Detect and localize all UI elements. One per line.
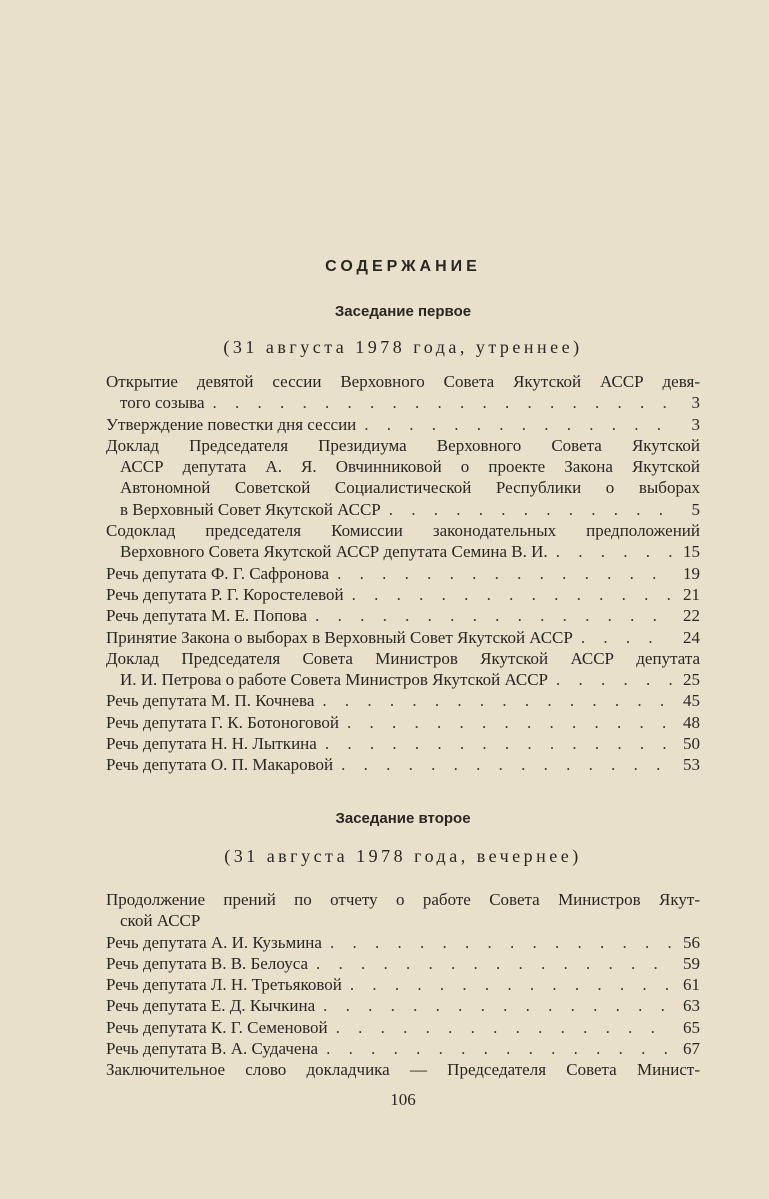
toc-entry-line	[106, 648, 700, 669]
toc-page-ref: 19	[683, 563, 700, 583]
dot-leader	[337, 563, 672, 584]
toc-entry-text: Речь депутата Ф. Г. Сафронова	[106, 563, 330, 583]
toc-entry	[106, 520, 700, 563]
section-heading: Заседание первое	[334, 303, 472, 320]
toc-entry	[106, 435, 700, 520]
toc-entry	[106, 371, 700, 414]
toc-entry-line	[106, 371, 700, 392]
toc-entry	[106, 605, 700, 626]
toc-entry-line	[106, 995, 700, 1016]
dot-leader	[350, 974, 672, 995]
dot-leader	[352, 584, 672, 605]
toc-entry-text: Речь депутата В. А. Судачена	[106, 1039, 319, 1059]
toc-entry-line	[106, 910, 700, 931]
toc-entry-line	[106, 932, 700, 953]
dot-leader	[556, 541, 672, 562]
section-date: (31 августа 1978 года, вечернее)	[224, 846, 582, 866]
toc-entry-line	[106, 456, 700, 477]
toc-entry-text: Речь депутата В. В. Белоуса	[106, 953, 308, 973]
toc-page-ref: 59	[683, 953, 700, 973]
toc-entry-line	[106, 520, 700, 541]
toc-list	[106, 889, 700, 1081]
toc-entry-text: Речь депутата Н. Н. Лыткина	[106, 734, 317, 754]
toc-entry-line	[106, 627, 700, 648]
toc-entry-line	[106, 563, 700, 584]
toc-entry	[106, 648, 700, 691]
toc-page-ref: 15	[683, 542, 700, 562]
toc-entry-text: в Верховный Совет Якутской АССР	[120, 499, 381, 519]
toc-entry-line	[106, 712, 700, 733]
toc-entry	[106, 733, 700, 754]
toc-entry	[106, 414, 700, 435]
toc-entry-line	[106, 690, 700, 711]
toc-entry-text: Речь депутата Г. К. Ботоноговой	[106, 712, 340, 732]
toc-page-ref: 5	[691, 499, 700, 519]
dot-leader	[325, 733, 672, 754]
toc-page-ref: 50	[683, 734, 700, 754]
toc-entry-line	[106, 953, 700, 974]
toc-entry-text: Речь депутата Л. Н. Третьяковой	[106, 975, 342, 995]
toc-entry-line	[106, 889, 700, 910]
toc-entry-text: Речь депутата Е. Д. Кычкина	[106, 996, 316, 1016]
toc-page-ref: 21	[683, 584, 700, 604]
toc-entry	[106, 584, 700, 605]
toc-entry-line	[106, 733, 700, 754]
dot-leader	[581, 627, 672, 648]
toc-entry-text: ской АССР	[120, 911, 201, 931]
toc-entry-line	[106, 541, 700, 562]
toc-entry-line	[106, 477, 700, 498]
dot-leader	[347, 712, 672, 733]
toc-page-ref: 22	[683, 606, 700, 626]
toc-entry-text: Речь депутата М. П. Кочнева	[106, 691, 315, 711]
toc-entry-line	[106, 414, 700, 435]
toc-entry-text: Принятие Закона о выборах в Верховный Совет Якутской АССР	[106, 627, 573, 647]
dot-leader	[389, 499, 672, 520]
toc-entry	[106, 995, 700, 1016]
toc-entry-text: Верховного Совета Якутской АССР депутата Семина В. И.	[120, 542, 548, 562]
toc-page-ref: 24	[683, 627, 700, 647]
dot-leader	[322, 690, 672, 711]
toc-entry-text: Утверждение повестки дня сессии	[106, 414, 357, 434]
toc-entry-text: Автономной Советской Социалистической Республики о выборах	[120, 478, 700, 498]
toc-entry	[106, 754, 700, 775]
toc-entry-text: Речь депутата Р. Г. Коростелевой	[106, 584, 344, 604]
toc-entry-line	[106, 499, 700, 520]
toc-page-ref: 65	[683, 1017, 700, 1037]
toc-entry	[106, 563, 700, 584]
toc-entry-text: Доклад Председателя Президиума Верховного Совета Якутской	[106, 435, 700, 455]
toc-entry-text: Речь депутата М. Е. Попова	[106, 606, 308, 626]
toc-entry	[106, 690, 700, 711]
toc-entry-text: Заключительное слово докладчика — Председателя Совета Минист-	[106, 1060, 700, 1080]
toc-entry-text: Содоклад председателя Комиссии законодательных предположений	[106, 521, 700, 541]
toc-page-ref: 53	[683, 755, 700, 775]
toc-entry	[106, 712, 700, 733]
toc-entry-text: АССР депутата А. Я. Овчинниковой о проекте Закона Якутской	[120, 457, 700, 477]
toc-entry-text: Речь депутата К. Г. Семеновой	[106, 1017, 328, 1037]
toc-page-ref: 45	[683, 691, 700, 711]
dot-leader	[213, 392, 672, 413]
toc-entry	[106, 953, 700, 974]
dot-leader	[315, 605, 672, 626]
dot-leader	[556, 669, 672, 690]
toc-page-ref: 3	[691, 393, 700, 413]
toc-entry-line	[106, 754, 700, 775]
toc-entry-text: Речь депутата О. П. Макаровой	[106, 755, 334, 775]
toc-entry	[106, 974, 700, 995]
toc-entry	[106, 1038, 700, 1059]
toc-entry-line	[106, 1038, 700, 1059]
toc-page-ref: 61	[683, 975, 700, 995]
toc-entry-line	[106, 605, 700, 626]
toc-entry-line	[106, 392, 700, 413]
toc-entry-line	[106, 1059, 700, 1080]
section-heading: Заседание второе	[335, 810, 471, 827]
toc-entry-line	[106, 435, 700, 456]
dot-leader	[326, 1038, 672, 1059]
toc-title: СОДЕРЖАНИЕ	[325, 258, 481, 275]
toc-entry-text: Речь депутата А. И. Кузьмина	[106, 932, 322, 952]
dot-leader	[341, 754, 672, 775]
dot-leader	[364, 414, 672, 435]
dot-leader	[336, 1017, 672, 1038]
toc-entry	[106, 932, 700, 953]
section-date: (31 августа 1978 года, утреннее)	[223, 337, 583, 357]
toc-page-ref: 25	[683, 670, 700, 690]
toc-entry-line	[106, 584, 700, 605]
toc-entry-line	[106, 1017, 700, 1038]
toc-page-ref: 67	[683, 1039, 700, 1059]
toc-page-ref: 63	[683, 996, 700, 1016]
toc-entry-line	[106, 974, 700, 995]
dot-leader	[316, 953, 672, 974]
toc-page-ref: 3	[691, 414, 700, 434]
dot-leader	[323, 995, 672, 1016]
page-number: 106	[390, 1090, 416, 1109]
toc-entry	[106, 1017, 700, 1038]
toc-entry-line	[106, 669, 700, 690]
toc-entry	[106, 889, 700, 932]
toc-list	[106, 371, 700, 776]
dot-leader	[330, 932, 672, 953]
toc-entry-text: того созыва	[120, 393, 205, 413]
toc-entry-text: И. И. Петрова о работе Совета Министров Якутской АССР	[120, 670, 549, 690]
toc-entry-text: Открытие девятой сессии Верховного Совета Якутской АССР девя-	[106, 372, 700, 391]
toc-entry	[106, 627, 700, 648]
toc-page-ref: 48	[683, 712, 700, 732]
toc-entry-text: Продолжение прений по отчету о работе Совета Министров Якут-	[106, 890, 700, 909]
toc-entry-text: Доклад Председателя Совета Министров Якутской АССР депутата	[106, 648, 700, 668]
toc-entry	[106, 1059, 700, 1080]
toc-page-ref: 56	[683, 932, 700, 952]
